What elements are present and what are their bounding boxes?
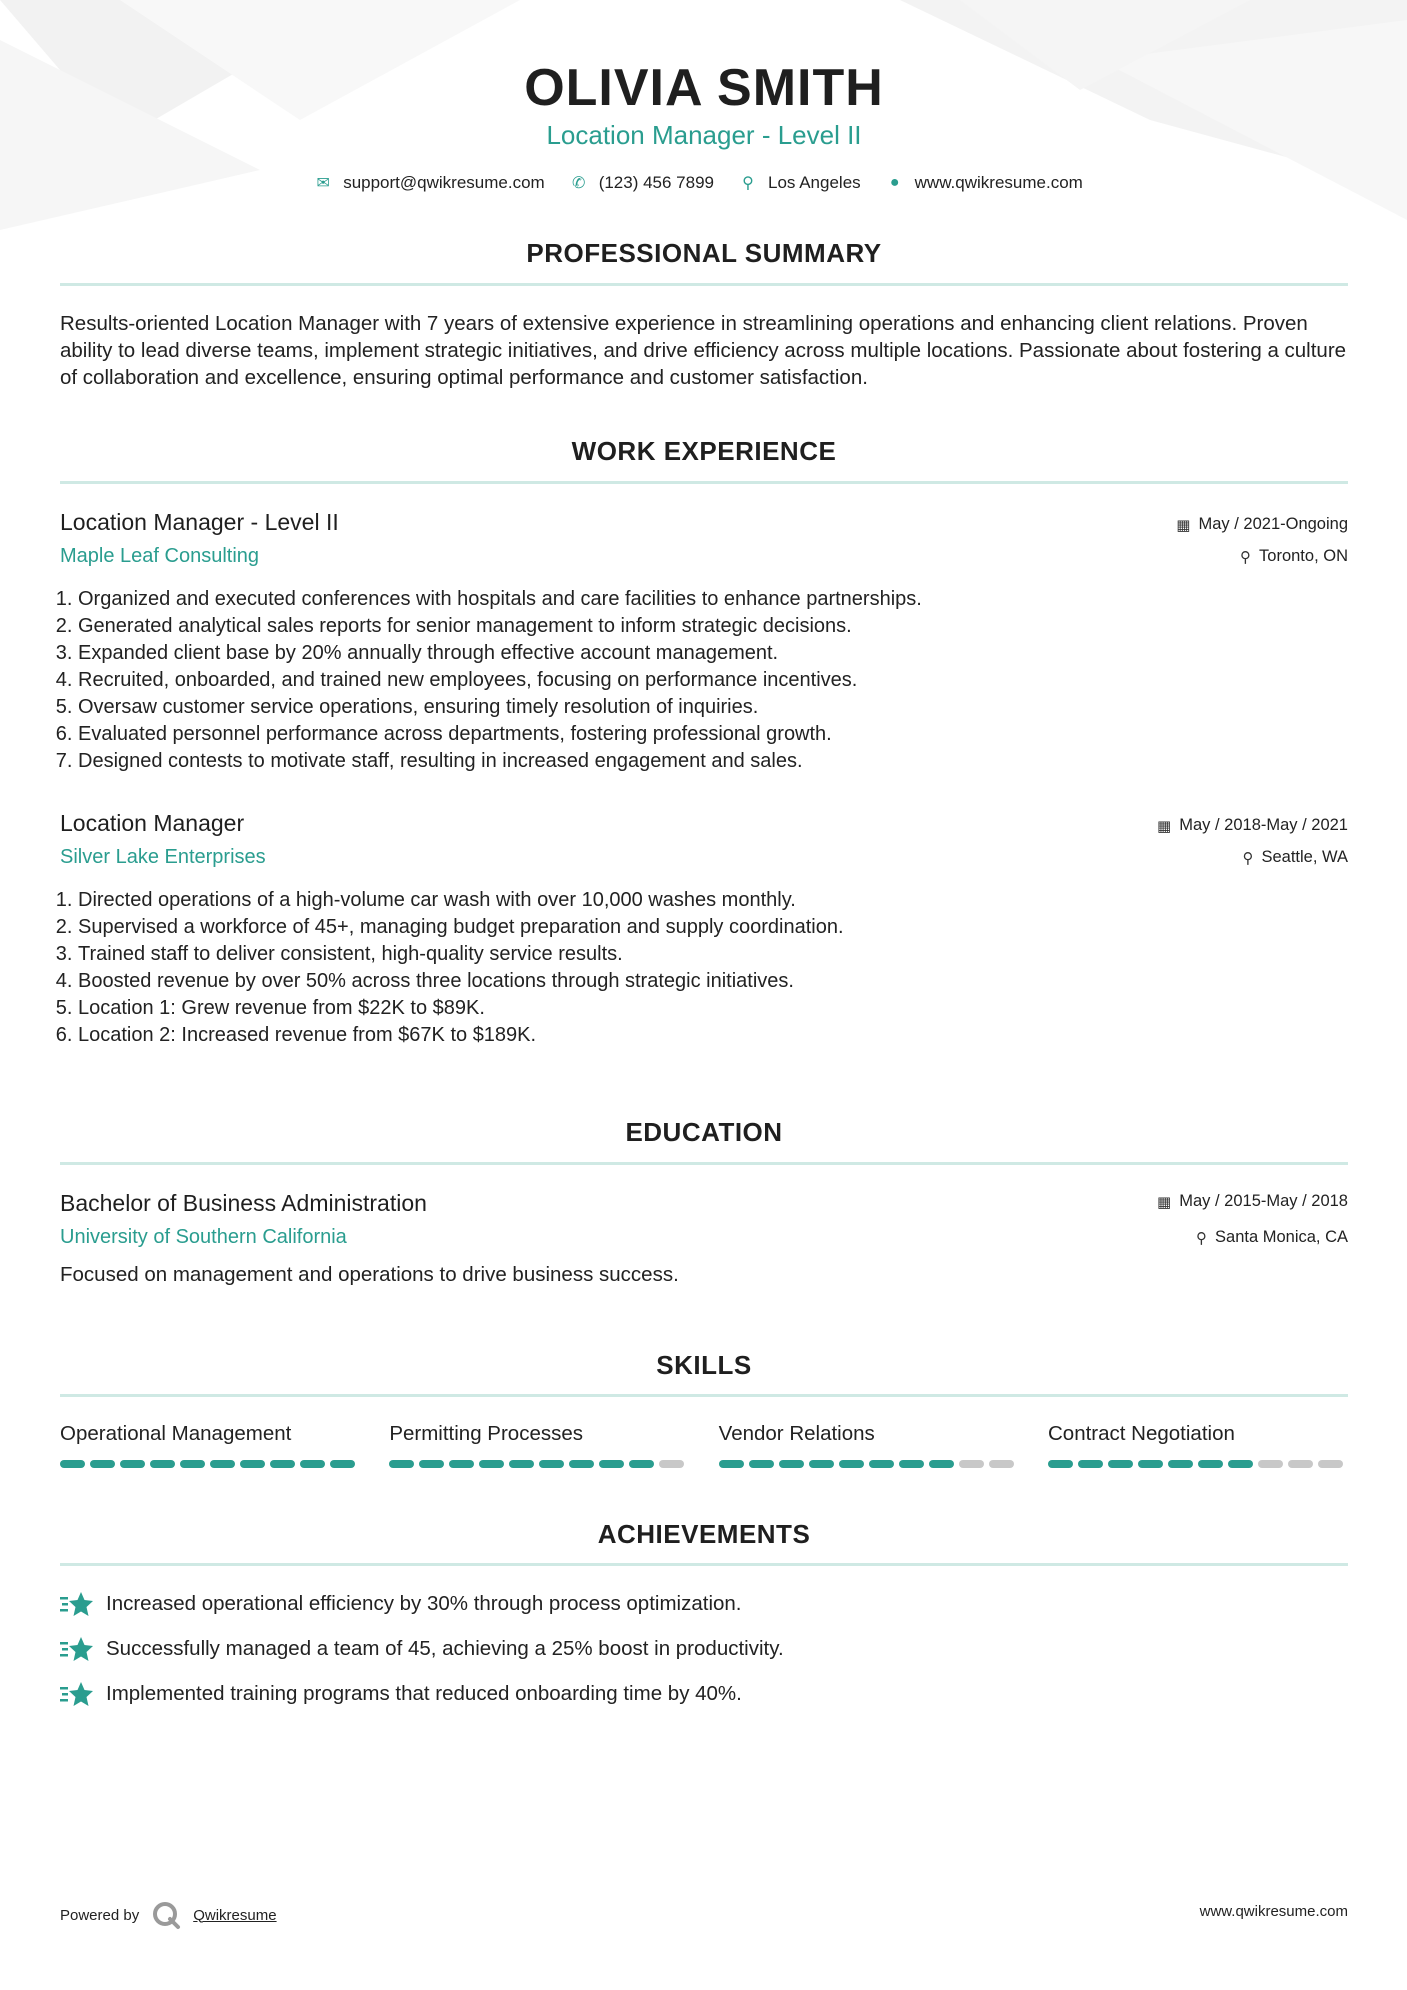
location-text: Los Angeles	[768, 173, 861, 192]
skill-dot-filled	[449, 1460, 474, 1468]
achievements-heading: ACHIEVEMENTS	[597, 1519, 811, 1549]
skill-dot-filled	[779, 1460, 804, 1468]
skill-dot-filled	[150, 1460, 175, 1468]
achievement-text: Implemented training programs that reduced onboarding time by 40%.	[106, 1682, 742, 1705]
contact-bar	[60, 173, 1348, 193]
skill-item	[719, 1422, 1019, 1468]
skill-item	[389, 1422, 689, 1468]
powered-by-label: Powered by	[60, 1906, 140, 1924]
list-item: 1. Organized and executed conferences with hospitals and care facilities to enhance partnerships.	[78, 586, 1366, 613]
skill-dot-filled	[719, 1460, 744, 1468]
skills-divider	[60, 1394, 1348, 1397]
skill-dot-filled	[809, 1460, 834, 1468]
summary-divider	[60, 283, 1348, 286]
skill-dot-empty	[989, 1460, 1014, 1468]
contact-website[interactable]	[885, 173, 1083, 193]
education-location	[1196, 1228, 1348, 1247]
skill-dot-filled	[90, 1460, 115, 1468]
summary-heading: PROFESSIONAL SUMMARY	[526, 238, 882, 268]
job-role: Location Manager - Level II	[60, 509, 339, 535]
skill-dot-filled	[929, 1460, 954, 1468]
list-item: 4. Boosted revenue by over 50% across three locations through strategic initiatives.	[78, 968, 1366, 995]
skill-rating	[389, 1460, 689, 1468]
star-icon	[60, 1589, 94, 1619]
education-dates	[1157, 1192, 1348, 1211]
powered-by	[60, 1900, 277, 1930]
achievement-item	[60, 1634, 1348, 1664]
achievement-item	[60, 1679, 1348, 1709]
summary-text: Results-oriented Location Manager with 7 years of extensive experience in streamlining operations and enhancing client relations. Proven ability to lead diverse teams, implement strategic initiatives, and drive efficiency across multiple locations. Passionate about fostering a culture of collaboration and excellence, ensuring optimal performance and customer satisfaction.	[60, 312, 1347, 389]
footer-website[interactable]: www.qwikresume.com	[1199, 1903, 1348, 1920]
skill-item	[60, 1422, 360, 1468]
skill-dot-filled	[300, 1460, 325, 1468]
candidate-name: OLIVIA SMITH	[524, 59, 884, 117]
skill-dot-filled	[1168, 1460, 1193, 1468]
education-description: Focused on management and operations to drive business success.	[60, 1263, 679, 1286]
skill-dot-filled	[869, 1460, 894, 1468]
star-icon	[60, 1679, 94, 1709]
list-item: 2. Generated analytical sales reports for senior management to inform strategic decisions.	[78, 613, 1366, 640]
skill-dot-filled	[389, 1460, 414, 1468]
school-name: University of Southern California	[60, 1226, 347, 1248]
list-item: 1. Directed operations of a high-volume car wash with over 10,000 washes monthly.	[78, 887, 1366, 914]
skill-dot-filled	[839, 1460, 864, 1468]
skill-rating	[60, 1460, 360, 1468]
list-item: 4. Recruited, onboarded, and trained new employees, focusing on performance incentives.	[78, 667, 1366, 694]
calendar-icon: ▦	[1176, 516, 1191, 534]
job-dates-text: May / 2018-May / 2021	[1179, 816, 1348, 834]
achievement-text: Successfully managed a team of 45, achieving a 25% boost in productivity.	[106, 1637, 784, 1660]
list-item: 6. Evaluated personnel performance across departments, fostering professional growth.	[78, 721, 1366, 748]
list-item: 5. Location 1: Grew revenue from $22K to $89K.	[78, 995, 1366, 1022]
candidate-title: Location Manager - Level II	[546, 120, 862, 150]
education-location-text: Santa Monica, CA	[1215, 1228, 1348, 1246]
calendar-icon: ▦	[1157, 817, 1172, 835]
skill-name: Operational Management	[60, 1422, 292, 1445]
skill-dot-filled	[419, 1460, 444, 1468]
list-item: 2. Supervised a workforce of 45+, managing budget preparation and supply coordination.	[78, 914, 1366, 941]
skill-dot-empty	[959, 1460, 984, 1468]
job-location-text: Toronto, ON	[1259, 547, 1348, 565]
list-item: 7. Designed contests to motivate staff, resulting in increased engagement and sales.	[78, 748, 1366, 775]
skill-dot-filled	[1228, 1460, 1253, 1468]
skill-rating	[719, 1460, 1019, 1468]
job-role: Location Manager	[60, 810, 245, 836]
pushpin-icon: ⚲	[1196, 1229, 1208, 1247]
job-1-bullets	[60, 586, 1366, 775]
job-company: Silver Lake Enterprises	[60, 846, 266, 868]
phone-text: (123) 456 7899	[598, 173, 715, 192]
skill-dot-filled	[210, 1460, 235, 1468]
skill-name: Permitting Processes	[389, 1422, 584, 1445]
skill-dot-filled	[629, 1460, 654, 1468]
education-heading: EDUCATION	[625, 1117, 783, 1147]
skill-dot-filled	[240, 1460, 265, 1468]
education-divider	[60, 1162, 1348, 1165]
skill-item	[1048, 1422, 1348, 1468]
achievement-item	[60, 1589, 1348, 1619]
skill-dot-filled	[1108, 1460, 1133, 1468]
job-dates-text: May / 2021-Ongoing	[1198, 515, 1348, 533]
skill-dot-filled	[120, 1460, 145, 1468]
qwikresume-link[interactable]: Qwikresume	[193, 1906, 277, 1924]
skill-dot-filled	[749, 1460, 774, 1468]
skill-dot-filled	[60, 1460, 85, 1468]
envelope-icon: ✉	[316, 175, 330, 192]
list-item: 3. Expanded client base by 20% annually through effective account management.	[78, 640, 1366, 667]
star-icon	[60, 1634, 94, 1664]
skill-dot-filled	[1048, 1460, 1073, 1468]
job-company: Maple Leaf Consulting	[60, 545, 260, 567]
skill-dot-filled	[1198, 1460, 1223, 1468]
pushpin-icon: ⚲	[1240, 548, 1252, 566]
job-location	[1242, 848, 1348, 867]
skill-dot-filled	[479, 1460, 504, 1468]
skill-dot-empty	[1318, 1460, 1343, 1468]
list-item: 6. Location 2: Increased revenue from $67K to $189K.	[78, 1022, 1366, 1049]
list-item: 5. Oversaw customer service operations, ensuring timely resolution of inquiries.	[78, 694, 1366, 721]
pushpin-icon: ⚲	[1242, 849, 1254, 867]
contact-email[interactable]	[313, 173, 545, 193]
job-dates	[1157, 816, 1348, 835]
skill-dot-empty	[1288, 1460, 1313, 1468]
phone-icon: ✆	[571, 175, 586, 192]
job-2-bullets	[60, 887, 1366, 1049]
skill-dot-filled	[899, 1460, 924, 1468]
skill-name: Vendor Relations	[718, 1422, 875, 1445]
skill-dot-filled	[1138, 1460, 1163, 1468]
skills-heading: SKILLS	[656, 1350, 752, 1380]
skill-rating	[1048, 1460, 1348, 1468]
email-text: support@qwikresume.com	[343, 173, 545, 192]
contact-phone[interactable]	[569, 173, 714, 193]
skill-dot-filled	[509, 1460, 534, 1468]
qwikresume-logo-icon	[151, 1900, 181, 1930]
skill-name: Contract Negotiation	[1047, 1422, 1235, 1445]
skill-dot-empty	[659, 1460, 684, 1468]
skill-dot-filled	[569, 1460, 594, 1468]
map-pin-icon: ⚲	[742, 175, 754, 192]
skill-dot-filled	[270, 1460, 295, 1468]
skill-dot-filled	[180, 1460, 205, 1468]
skills-list	[60, 1422, 1348, 1468]
experience-heading: WORK EXPERIENCE	[571, 436, 837, 466]
header-background-decor	[0, 0, 1407, 330]
degree-name: Bachelor of Business Administration	[60, 1190, 427, 1216]
contact-location	[738, 173, 861, 193]
education-dates-text: May / 2015-May / 2018	[1179, 1192, 1348, 1210]
job-location	[1240, 547, 1348, 566]
job-location-text: Seattle, WA	[1261, 848, 1348, 866]
skill-dot-filled	[599, 1460, 624, 1468]
skill-dot-empty	[1258, 1460, 1283, 1468]
skill-dot-filled	[1078, 1460, 1103, 1468]
list-item: 3. Trained staff to deliver consistent, high-quality service results.	[78, 941, 1366, 968]
skill-dot-filled	[539, 1460, 564, 1468]
website-text: www.qwikresume.com	[914, 173, 1083, 192]
achievements-divider	[60, 1563, 1348, 1566]
achievement-text: Increased operational efficiency by 30% through process optimization.	[106, 1592, 742, 1615]
job-dates	[1176, 515, 1348, 534]
skill-dot-filled	[330, 1460, 355, 1468]
calendar-icon: ▦	[1157, 1193, 1172, 1211]
experience-divider	[60, 481, 1348, 484]
globe-icon: ●	[889, 174, 900, 191]
